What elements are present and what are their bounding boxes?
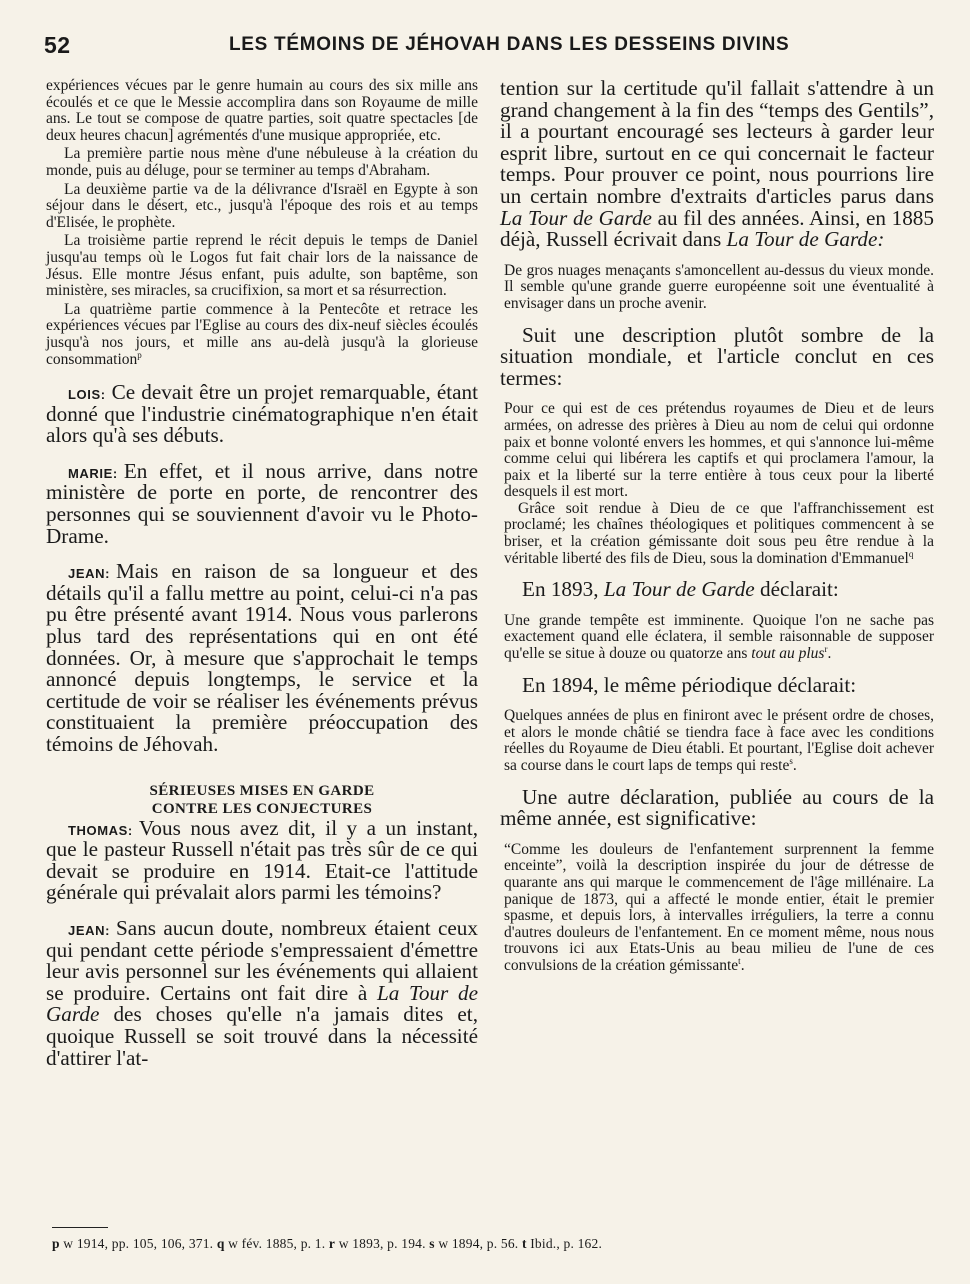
- dialogue-text: En effet, et il nous arrive, dans notre ministère de porte en porte, de rencontrer des personnes qui se souviennent d'avoir vu le Photo-Drame.: [46, 458, 478, 548]
- footnote-mark: p: [52, 1236, 60, 1251]
- body-paragraph: Suit une description plutôt sombre de la situation mondiale, et l'article conclut en ces termes:: [500, 322, 934, 390]
- publication-title: La Tour de Garde: [500, 205, 652, 230]
- block-quote: [504, 708, 934, 774]
- publication-title: La Tour de Garde: [46, 980, 478, 1027]
- section-heading-line: SÉRIEUSES MISES EN GARDE: [149, 782, 375, 799]
- body-text: tention sur la certitude qu'il fallait s'attendre à un grand changement à la fin des “temps des Gentils”, il a pourtant encouragé ses lecteurs à garder leur esprit libre, surtout en ce qui concernait le facteur temps. Pour prouver ce point, nous pourrions lire un certain nombre d'extraits d'articles parus dans: [500, 76, 934, 208]
- footnote-text: w 1894, p. 56.: [434, 1236, 522, 1251]
- dialogue-text: Mais en raison de sa longueur et des détails qu'il a fallu mettre au point, celui-ci n'a pas pu être présenté avant 1914. Nous vous parlerons plus tard des représentations qui en ont été données. Or, à mesure que s'approchait le temps annoncé depuis longtemps, le service et la certitude de voir se réaliser les événements prévus constituaient la première préoccupation des témoins de Jéhovah.: [46, 559, 478, 756]
- body-paragraph: Une autre déclaration, publiée au cours de la même année, est significative:: [500, 784, 934, 831]
- footnote-ref: p: [137, 349, 142, 360]
- footnotes: [52, 1236, 602, 1252]
- footnote-ref: q: [908, 548, 914, 559]
- body-text: En 1893,: [522, 577, 604, 602]
- speaker-label: THOMAS:: [68, 822, 133, 838]
- page-number: 52: [44, 32, 71, 58]
- quote-text: .: [740, 956, 745, 974]
- body-paragraph: En 1894, le même périodique déclarait:: [522, 672, 857, 697]
- footnote-mark: t: [521, 1236, 527, 1251]
- footnote-ref: t: [738, 955, 741, 966]
- section-heading-line: CONTRE LES CONJECTURES: [151, 800, 373, 817]
- dialogue-lois: [46, 382, 478, 447]
- dialogue-text: Sans aucun doute, nombreux étaient ceux qui pendant cette période s'empressaient d'émettre leur avis personnel sur les événements qui allaient se produire. Certains ont fait dire à: [46, 915, 478, 1005]
- dialogue-marie: [46, 458, 478, 548]
- footnote-mark: r: [328, 1236, 336, 1251]
- quote-text: Grâce soit rendue à Dieu de ce que l'affranchissement est proclamé; les chaînes théologiques et politiques commencent à se briser, et la création gémissante doit sous peu être rendue à la véritable liberté des fils de Dieu, sous la domination d'Emmanuel: [504, 499, 934, 567]
- footnote-text: w 1914, pp. 105, 106, 371.: [59, 1236, 217, 1251]
- body-paragraph: [500, 579, 934, 601]
- dialogue-text: Ce devait être un projet remarquable, étant donné que l'industrie cinématographique n'en était alors qu'à ses débuts.: [46, 380, 478, 448]
- quote-text: Une grande tempête est imminente. Quoique l'on ne sache pas exactement quand elle éclatera, il semble raisonnable de supposer qu'elle se situe à douze ou quatorze ans: [504, 611, 934, 663]
- section-heading: [46, 782, 478, 818]
- block-quote: [504, 501, 934, 567]
- footnote-ref: s: [789, 755, 793, 766]
- quote-paragraph: La première partie nous mène d'une nébuleuse à la création du monde, puis au déluge, pour se terminer au temps d'Abraham.: [46, 145, 478, 179]
- speaker-label: LOIS:: [68, 387, 106, 403]
- block-quote: Pour ce qui est de ces prétendus royaumes de Dieu et de leurs armées, on adresse des prières à Dieu au nom de celui qui ordonne paix et bonne volonté envers les hommes, et qui s'annonce lui-même comme celui qui libérera les captifs et qui proclamera l'amour, la paix et la liberté sur la terre entière à tous ceux pour la liberté desquels il est mort.: [504, 400, 934, 501]
- running-title: LES TÉMOINS DE JÉHOVAH DANS LES DESSEINS DIVINS: [229, 34, 790, 55]
- speaker-label: JEAN:: [68, 566, 111, 582]
- footnote-ref: r: [824, 643, 828, 654]
- quote-text: .: [792, 757, 797, 774]
- speaker-label: JEAN:: [68, 922, 111, 938]
- footnote-rule: [52, 1227, 108, 1228]
- dialogue-jean: [46, 561, 478, 755]
- dialogue-text: Vous nous avez dit, il y a un instant, que le pasteur Russell n'était pas très sûr de ce qui devait se produire en 1914. Etait-ce l'attitude générale qui prévalait alors parmi les témoins?: [46, 815, 478, 905]
- right-column: [500, 78, 934, 975]
- speaker-label: MARIE:: [68, 465, 118, 481]
- footnote-mark: q: [216, 1236, 225, 1251]
- page-header: [44, 30, 944, 60]
- body-text: déclarait:: [754, 577, 839, 602]
- body-paragraph: [500, 78, 934, 251]
- quote-text: .: [827, 645, 832, 663]
- quote-paragraph: La troisième partie reprend le récit depuis le temps de Daniel jusqu'au temps où le Logos fut fait chair lors de la naissance de Jésus. Elle montre Jésus enfant, puis adulte, son baptême, son ministère, ses miracles, sa crucifixion, sa mort et sa résurrection.: [46, 232, 478, 300]
- emphasis-text: tout au plus: [751, 645, 825, 663]
- block-quote: [504, 613, 934, 663]
- body-text: au fil des années. Ainsi, en 1885 déjà, Russell écrivait dans: [500, 205, 934, 252]
- quote-paragraph: [46, 302, 478, 368]
- block-quote: De gros nuages menaçants s'amoncellent au-dessus du vieux monde. Il semble qu'une grande guerre européenne soit une éventualité à envisager dans un proche avenir.: [504, 261, 934, 312]
- footnote-text: w fév. 1885, p. 1.: [224, 1236, 329, 1251]
- publication-title: La Tour de Garde: [603, 577, 755, 602]
- block-quote: [504, 842, 934, 975]
- dialogue-text: des choses qu'elle n'a jamais dites et, quoique Russell se soit trouvé dans la nécessité d'attirer l'at-: [46, 1002, 478, 1070]
- quote-text: La quatrième partie commence à la Pentecôte et retrace les expériences vécues par l'Eglise au cours des dix-neuf siècles écoulés jusqu'à nos jours, et mille ans au-delà jusqu'à la glorieuse consommation: [46, 300, 478, 368]
- publication-title: La Tour de Garde:: [726, 227, 885, 252]
- dialogue-thomas: [46, 815, 478, 905]
- left-column: [46, 78, 478, 1069]
- dialogue-jean-2: [46, 915, 478, 1070]
- quote-text: “Comme les douleurs de l'enfantement surprennent la femme enceinte”, voilà la description inspirée du jour de détresse de quarante ans qui marque le commencement de l'âge millénaire. La panique de 1873, qui a affecté le monde entier, était le premier spasme, et depuis lors, à intervalles irréguliers, la terre a connu d'autres douleurs de l'enfantement. En ce moment même, nous nous trouvons ici aux Etats-Unis au beau milieu de l'une de ces convulsions de la création gémissante: [504, 840, 934, 974]
- quote-paragraph: La deuxième partie va de la délivrance d'Israël en Egypte à son séjour dans le désert, etc., jusqu'à l'époque des rois et au temps d'Elisée, le prophète.: [46, 180, 478, 231]
- quote-text: Quelques années de plus en finiront avec le présent ordre de choses, et alors le monde châtié se tiendra face à face avec les conditions réelles du Royaume de Dieu établi. Et pourtant, l'Eglise doit achever sa course dans le court laps de temps qui reste: [504, 707, 934, 774]
- quote-paragraph: expériences vécues par le genre humain au cours des six mille ans écoulés et ce que le Messie accomplira dans son Royaume de mille ans. Le tout se compose de quatre parties, soit quatre spectacles [de deux heures chacun] agrémentés d'une musique appropriée, etc.: [46, 77, 478, 144]
- footnote-text: Ibid., p. 162.: [526, 1236, 603, 1251]
- footnote-mark: s: [429, 1236, 435, 1251]
- footnote-text: w 1893, p. 194.: [335, 1236, 430, 1251]
